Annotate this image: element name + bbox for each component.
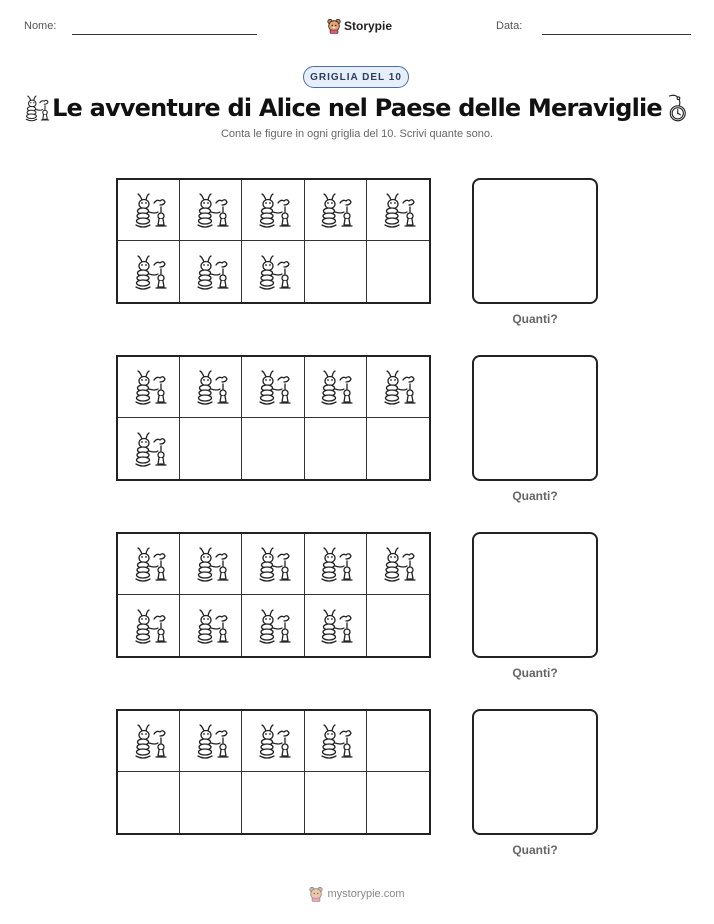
ten-frame-cell-filled (180, 711, 242, 772)
ten-frame-cell-filled (367, 180, 429, 241)
ten-frame-cell-filled (242, 534, 304, 595)
ten-frame-cell-filled (305, 357, 367, 418)
caterpillar-hookah-icon (191, 250, 231, 294)
ten-frame-cell-filled (305, 595, 367, 656)
ten-frame-1 (116, 178, 431, 304)
ten-frame-cell-empty (242, 418, 304, 479)
caterpillar-hookah-icon (315, 188, 355, 232)
ten-frame-cell-filled (180, 595, 242, 656)
caterpillar-hookah-icon (191, 365, 231, 409)
ten-frame-cell-empty (367, 711, 429, 772)
answer-label-4: Quanti? (512, 843, 558, 857)
answer-box-4[interactable] (472, 709, 598, 835)
caterpillar-hookah-icon (315, 719, 355, 763)
answer-box-3[interactable] (472, 532, 598, 658)
ten-frame-cell-empty (180, 418, 242, 479)
caterpillar-hookah-icon (253, 719, 293, 763)
ten-frame-cell-filled (180, 357, 242, 418)
ten-frame-cell-filled (118, 711, 180, 772)
ten-frame-cell-filled (367, 357, 429, 418)
name-line[interactable] (72, 34, 257, 35)
caterpillar-hookah-icon (315, 542, 355, 586)
caterpillar-hookah-icon (129, 250, 169, 294)
caterpillar-hookah-icon (253, 250, 293, 294)
footer-url[interactable]: mystorypie.com (327, 888, 405, 900)
ten-frame-cell-filled (242, 711, 304, 772)
ten-frame-cell-filled (118, 180, 180, 241)
caterpillar-hookah-icon (129, 427, 169, 471)
ten-frame-cell-empty (180, 772, 242, 833)
ten-frame-2 (116, 355, 431, 481)
ten-frame-cell-filled (242, 180, 304, 241)
answer-box-1[interactable] (472, 178, 598, 304)
page-footer (0, 886, 714, 902)
ten-frame-cell-filled (118, 595, 180, 656)
worksheet-header (0, 18, 714, 42)
ten-frame-cell-empty (367, 595, 429, 656)
ten-frame-cell-filled (242, 595, 304, 656)
answer-label-2: Quanti? (512, 489, 558, 503)
caterpillar-hookah-icon (378, 542, 418, 586)
caterpillar-hookah-icon (191, 542, 231, 586)
ten-frame-cell-empty (242, 772, 304, 833)
caterpillar-hookah-icon (378, 188, 418, 232)
page-title: Le avventure di Alice nel Paese delle Meraviglie (52, 94, 662, 122)
ten-frame-cell-filled (180, 534, 242, 595)
logo-text: Storypie (344, 19, 393, 33)
ten-frame-cell-empty (118, 772, 180, 833)
ten-frame-cell-filled (118, 418, 180, 479)
ten-frame-4 (116, 709, 431, 835)
instructions: Conta le figure in ogni griglia del 10. Scrivi quante sono. (220, 128, 494, 140)
ten-frame-cell-filled (118, 357, 180, 418)
caterpillar-hookah-icon (129, 365, 169, 409)
caterpillar-hookah-icon (315, 604, 355, 648)
ten-frame-cell-filled (305, 711, 367, 772)
ten-frame-cell-filled (305, 534, 367, 595)
ten-frame-cell-empty (367, 772, 429, 833)
ten-frame-cell-filled (118, 534, 180, 595)
ten-frame-cell-empty (367, 418, 429, 479)
caterpillar-hookah-icon (253, 542, 293, 586)
ten-frame-cell-empty (367, 241, 429, 302)
ten-frame-cell-filled (242, 241, 304, 302)
ten-frame-cell-empty (305, 241, 367, 302)
ten-frame-cell-filled (118, 241, 180, 302)
caterpillar-hookah-icon (253, 188, 293, 232)
caterpillar-hookah-icon (253, 365, 293, 409)
caterpillar-hookah-icon (191, 188, 231, 232)
bear-mascot-icon (327, 18, 341, 34)
storypie-logo (327, 18, 392, 34)
date-label: Data: (496, 20, 523, 32)
caterpillar-hookah-icon (129, 542, 169, 586)
name-label: Nome: (24, 20, 57, 32)
date-line[interactable] (542, 34, 691, 35)
caterpillar-hookah-icon (129, 188, 169, 232)
ten-frame-cell-filled (180, 180, 242, 241)
caterpillar-hookah-icon (253, 604, 293, 648)
ten-frame-cell-filled (367, 534, 429, 595)
caterpillar-hookah-icon (191, 719, 231, 763)
caterpillar-hookah-icon (129, 604, 169, 648)
ten-frame-cell-filled (305, 180, 367, 241)
caterpillar-hookah-icon (378, 365, 418, 409)
ten-frame-cell-empty (305, 418, 367, 479)
ten-frame-cell-empty (305, 772, 367, 833)
ten-frame-cell-filled (180, 241, 242, 302)
answer-box-2[interactable] (472, 355, 598, 481)
worksheet-type-badge: GRIGLIA DEL 10 (303, 66, 409, 88)
answer-label-3: Quanti? (512, 666, 558, 680)
caterpillar-hookah-icon (129, 719, 169, 763)
caterpillar-hookah-icon (191, 604, 231, 648)
ten-frame-cell-filled (242, 357, 304, 418)
ten-frame-3 (116, 532, 431, 658)
caterpillar-hookah-icon (315, 365, 355, 409)
answer-label-1: Quanti? (512, 312, 558, 326)
bear-mascot-icon (309, 886, 323, 902)
